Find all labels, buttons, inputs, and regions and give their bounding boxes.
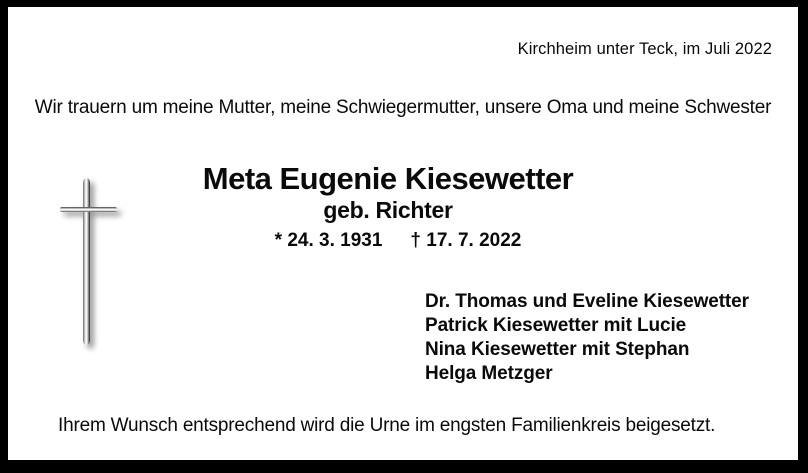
deceased-name: Meta Eugenie Kiesewetter xyxy=(202,161,574,196)
mourner-line: Helga Metzger xyxy=(425,363,553,384)
mourning-intro-line: Wir trauern um meine Mutter, meine Schwiegermutter, unsere Oma und meine Schwester xyxy=(34,97,772,118)
birth-date: * 24. 3. 1931 xyxy=(274,230,383,251)
mourner-line: Dr. Thomas und Eveline Kiesewetter xyxy=(425,291,749,312)
obituary-sheet xyxy=(8,7,798,460)
maiden-name: geb. Richter xyxy=(323,197,453,223)
place-date-line: Kirchheim unter Teck, im Juli 2022 xyxy=(517,40,772,58)
deceased-heading xyxy=(8,160,768,252)
mourner-line: Patrick Kiesewetter mit Lucie xyxy=(425,315,687,336)
mourner-line: Nina Kiesewetter mit Stephan xyxy=(425,339,690,360)
death-date: † 17. 7. 2022 xyxy=(410,230,522,251)
mourners-list xyxy=(425,290,749,386)
life-dates xyxy=(18,230,778,252)
closing-line: Ihrem Wunsch entsprechend wird die Urne im engsten Familienkreis beigesetzt. xyxy=(58,415,716,436)
